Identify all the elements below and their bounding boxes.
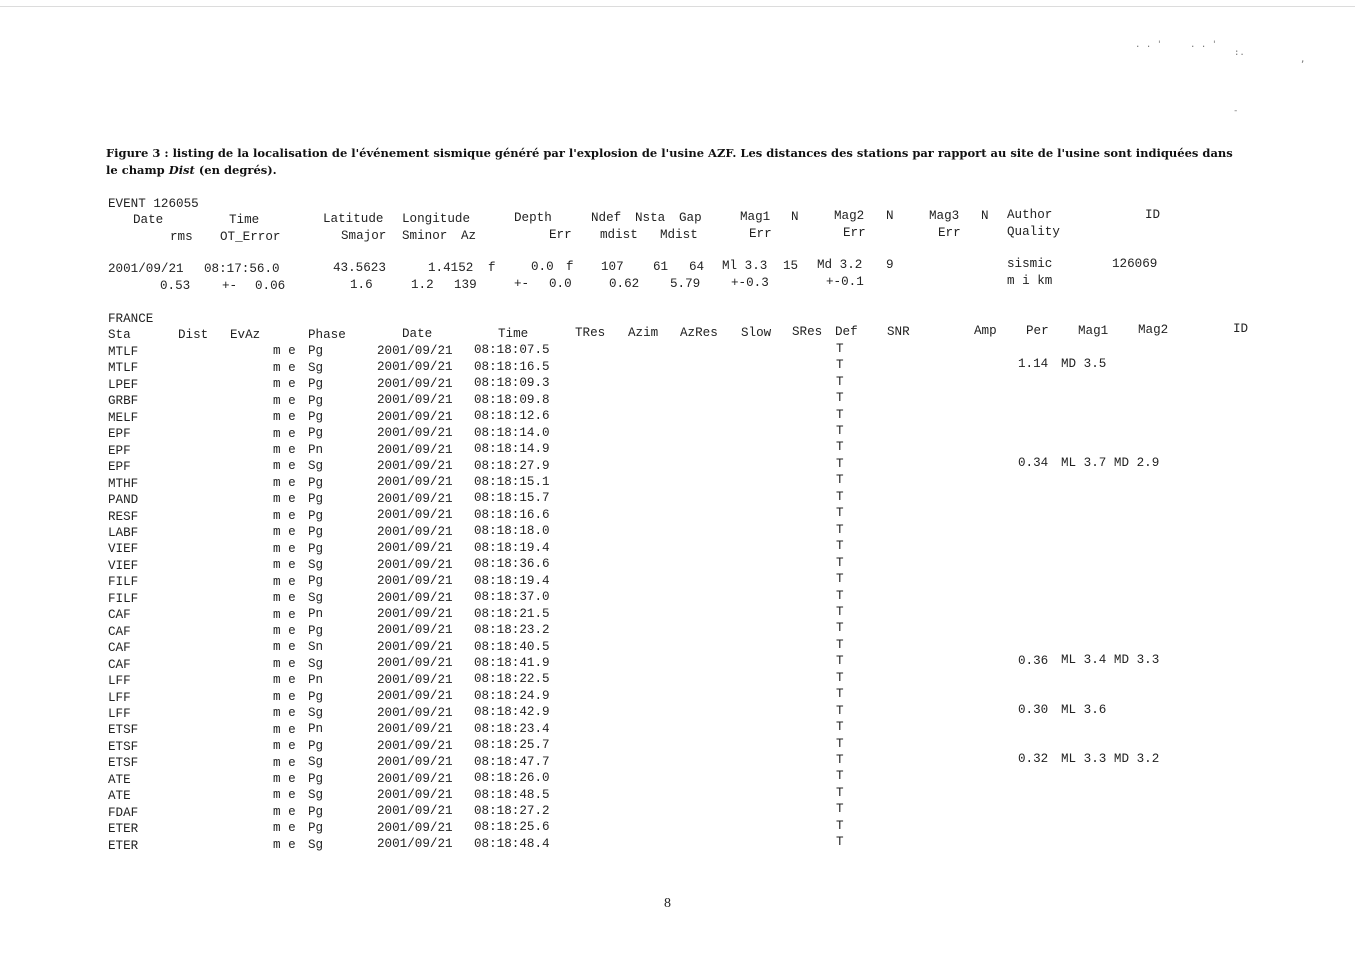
col-time: Time [498, 327, 529, 341]
col-sres: SRes [792, 325, 823, 339]
col-azres: AzRes [680, 326, 718, 340]
ev-ot-error: 0.06 [255, 279, 286, 293]
cell-flags: m e [273, 804, 296, 819]
cell-flags: m e [273, 607, 296, 622]
col-phase: Phase [308, 328, 346, 342]
cell-flags: m e [273, 492, 296, 507]
cell-mag: ML 3.7 MD 2.9 [1061, 455, 1160, 470]
cell-flags: m e [273, 623, 296, 638]
cell-phase: Sg [308, 788, 324, 803]
cell-phase: Pg [308, 771, 324, 786]
col-evaz: EvAz [230, 328, 261, 342]
cell-date: 2001/09/21 [377, 771, 453, 786]
hdr-n2: N [886, 209, 894, 223]
cell-date: 2001/09/21 [377, 343, 453, 358]
cell-time: 08:18:42.9 [474, 705, 550, 720]
ev-date: 2001/09/21 [108, 262, 184, 276]
cell-time: 08:18:14.9 [474, 442, 550, 457]
cell-time: 08:18:22.5 [474, 672, 550, 687]
cell-flags: m e [273, 443, 296, 457]
cell-sta: MELF [108, 410, 139, 425]
cell-sta: CAF [108, 657, 131, 672]
cell-def: T [836, 555, 844, 570]
cell-flags: m e [273, 574, 296, 589]
cell-date: 2001/09/21 [377, 804, 453, 819]
cell-flags: m e [273, 739, 296, 754]
hdr-n1: N [791, 210, 799, 224]
scan-artifact: - [1233, 106, 1239, 116]
ev-az: 139 [454, 278, 477, 292]
cell-phase: Sg [308, 459, 324, 474]
cell-time: 08:18:19.4 [474, 540, 550, 555]
cell-def: T [836, 769, 844, 784]
cell-flags: m e [273, 377, 296, 392]
cell-phase: Pg [308, 344, 324, 359]
cell-sta: FILF [108, 591, 139, 606]
cell-date: 2001/09/21 [377, 393, 453, 408]
cell-phase: Sg [308, 558, 324, 572]
cell-time: 08:18:47.7 [474, 754, 550, 769]
cell-phase: Sg [308, 656, 324, 671]
col-sta: Sta [108, 328, 131, 342]
ev-latitude: 43.5623 [333, 261, 386, 275]
cell-sta: EPF [108, 460, 131, 475]
cell-time: 08:18:48.5 [474, 787, 550, 802]
cell-phase: Pg [308, 377, 324, 391]
cell-time: 08:18:25.6 [474, 820, 550, 835]
hdr-sminor: Sminor [402, 229, 448, 243]
cell-date: 2001/09/21 [377, 837, 453, 852]
cell-phase: Sg [308, 837, 324, 852]
cell-time: 08:18:27.9 [474, 458, 550, 473]
cell-def: T [836, 835, 844, 850]
cell-time: 08:18:14.0 [474, 425, 550, 440]
cell-time: 08:18:26.0 [474, 771, 550, 786]
scan-artifact: :. [1234, 48, 1245, 58]
cell-phase: Pg [308, 492, 324, 507]
cell-def: T [836, 473, 844, 488]
cell-sta: PAND [108, 493, 139, 507]
cell-time: 08:18:24.9 [474, 688, 550, 703]
cell-phase: Pg [308, 738, 324, 753]
cell-def: T [836, 703, 844, 718]
cell-date: 2001/09/21 [377, 574, 453, 589]
cell-def: T [836, 720, 844, 735]
cell-def: T [836, 687, 844, 702]
hdr-mag3: Mag3 [929, 209, 960, 223]
hdr-mag2-err: Err [843, 226, 866, 240]
cell-flags: m e [273, 426, 296, 441]
cell-sta: EPF [108, 443, 131, 458]
col-date: Date [402, 327, 433, 341]
cell-sta: ETER [108, 822, 139, 836]
cell-phase: Pg [308, 393, 324, 408]
cell-def: T [836, 341, 844, 356]
cell-def: T [836, 621, 844, 636]
cell-time: 08:18:15.7 [474, 491, 550, 506]
cell-date: 2001/09/21 [377, 705, 453, 720]
ev-sminor: 1.2 [411, 278, 434, 292]
cell-time: 08:18:37.0 [474, 590, 550, 605]
ev-smajor: 1.6 [350, 278, 373, 292]
cell-date: 2001/09/21 [377, 475, 453, 490]
cell-def: T [836, 654, 844, 669]
cell-sta: CAF [108, 641, 131, 656]
cell-flags: m e [273, 837, 296, 852]
cell-phase: Pn [308, 442, 324, 457]
cell-def: T [836, 440, 844, 455]
cell-sta: FDAF [108, 805, 139, 820]
cell-phase: Pg [308, 804, 324, 819]
cell-sta: ETSF [108, 756, 139, 771]
cell-sta: MTLF [108, 361, 139, 376]
cell-flags: m e [273, 475, 296, 490]
hdr-depth-err: Err [549, 228, 572, 242]
hdr-mdist: mdist [600, 228, 638, 242]
hdr-latitude: Latitude [323, 212, 384, 226]
cell-phase: Pg [308, 821, 324, 836]
hdr-longitude: Longitude [402, 212, 471, 226]
ev-author: sismic [1007, 257, 1053, 271]
cell-phase: Pg [308, 623, 324, 638]
cell-def: T [836, 489, 844, 504]
cell-per: 0.32 [1018, 752, 1049, 767]
cell-time: 08:18:40.5 [474, 639, 550, 654]
cell-time: 08:18:36.6 [474, 557, 550, 572]
cell-sta: LFF [108, 690, 131, 705]
cell-sta: ATE [108, 772, 131, 787]
cell-date: 2001/09/21 [377, 557, 453, 572]
cell-phase: Pn [308, 607, 324, 622]
hdr-gap: Gap [679, 211, 702, 225]
ev-ot-pm: +- [222, 279, 238, 293]
caption-suffix: (en degrés). [194, 163, 277, 177]
cell-def: T [836, 785, 844, 800]
cell-per: 1.14 [1018, 357, 1049, 372]
hdr-author: Author [1007, 208, 1053, 222]
cell-time: 08:18:16.6 [474, 507, 550, 522]
cell-flags: m e [273, 558, 296, 573]
cell-phase: Pg [308, 508, 324, 523]
cell-date: 2001/09/21 [377, 623, 453, 638]
cell-flags: m e [273, 755, 296, 770]
ev-ndef: 107 [601, 260, 624, 274]
cell-sta: LFF [108, 706, 131, 721]
ev-depth-flag: f [566, 260, 574, 274]
cell-flags: m e [273, 541, 296, 556]
cell-sta: ETSF [108, 723, 139, 738]
cell-flags: m e [273, 640, 296, 655]
cell-date: 2001/09/21 [377, 755, 453, 769]
ev-longitude: 1.4152 [428, 261, 474, 275]
hdr-ndef: Ndef [591, 211, 622, 225]
ev-mag1-err: +-0.3 [731, 276, 769, 290]
cell-def: T [836, 637, 844, 652]
cell-flags: m e [273, 788, 296, 803]
cell-sta: FILF [108, 575, 139, 590]
cell-mag: ML 3.4 MD 3.3 [1061, 653, 1160, 668]
cell-time: 08:18:09.8 [474, 392, 550, 407]
cell-time: 08:18:19.4 [474, 573, 550, 588]
cell-sta: MTLF [108, 345, 139, 359]
cell-def: T [836, 391, 844, 406]
cell-sta: ATE [108, 789, 131, 804]
cell-def: T [836, 522, 844, 537]
cell-date: 2001/09/21 [377, 360, 453, 375]
cell-def: T [836, 374, 844, 389]
ev-depth: 0.0 [531, 260, 554, 274]
col-mag2: Mag2 [1138, 323, 1169, 337]
cell-sta: EPF [108, 427, 131, 442]
col-azim: Azim [628, 326, 659, 340]
cell-date: 2001/09/21 [377, 639, 453, 654]
cell-def: T [836, 572, 844, 586]
ev-nsta: 61 [653, 260, 669, 274]
cell-phase: Sg [308, 755, 324, 770]
cell-date: 2001/09/21 [377, 458, 453, 473]
cell-per: 0.36 [1018, 653, 1049, 668]
cell-flags: m e [273, 706, 296, 721]
scan-top-edge [0, 6, 1355, 7]
cell-def: T [836, 670, 844, 685]
hdr-mag1-err: Err [749, 227, 772, 241]
cell-sta: CAF [108, 624, 131, 639]
hdr-mag1: Mag1 [740, 210, 771, 224]
cell-flags: m e [273, 360, 296, 375]
ev-quality: m i km [1007, 274, 1053, 288]
cell-sta: CAF [108, 608, 131, 623]
cell-time: 08:18:15.1 [474, 475, 550, 489]
cell-phase: Pg [308, 426, 324, 441]
cell-sta: ETER [108, 838, 139, 853]
cell-time: 08:18:25.7 [474, 738, 550, 753]
col-amp: Amp [974, 324, 997, 338]
hdr-nsta: Nsta [635, 211, 666, 225]
cell-phase: Pg [308, 525, 324, 540]
ev-mdist: 0.62 [609, 277, 640, 291]
cell-date: 2001/09/21 [377, 376, 453, 391]
col-slow: Slow [741, 326, 772, 340]
cell-phase: Pg [308, 689, 324, 704]
hdr-n3: N [981, 209, 989, 223]
cell-phase: Sg [308, 360, 324, 375]
hdr-Mdist: Mdist [660, 228, 698, 242]
cell-def: T [836, 407, 844, 422]
cell-sta: GRBF [108, 394, 139, 409]
cell-time: 08:18:07.5 [474, 343, 550, 358]
cell-date: 2001/09/21 [377, 541, 453, 556]
scan-artifact: , [1300, 55, 1306, 65]
cell-flags: m e [273, 459, 296, 474]
ev-mag2-err: +-0.1 [826, 275, 864, 289]
cell-phase: Pg [308, 541, 324, 556]
cell-mag: MD 3.5 [1061, 357, 1107, 372]
hdr-time: Time [229, 213, 260, 227]
cell-phase: Sn [308, 640, 324, 655]
cell-sta: MTHF [108, 476, 139, 491]
cell-def: T [836, 506, 844, 521]
cell-flags: m e [273, 508, 296, 523]
cell-flags: m e [273, 344, 296, 359]
col-per: Per [1026, 324, 1049, 338]
hdr-mag2: Mag2 [834, 209, 865, 223]
ev-depth-pm: +- [514, 277, 530, 291]
cell-phase: Pn [308, 673, 324, 688]
cell-time: 08:18:27.2 [474, 804, 550, 818]
col-tres: TRes [575, 326, 606, 340]
cell-time: 08:18:16.5 [474, 359, 550, 374]
cell-date: 2001/09/21 [377, 722, 453, 737]
cell-flags: m e [273, 722, 296, 737]
cell-mag: ML 3.6 [1061, 702, 1107, 717]
cell-date: 2001/09/21 [377, 689, 453, 704]
cell-time: 08:18:48.4 [474, 836, 550, 851]
ev-Mdist: 5.79 [670, 277, 701, 291]
cell-phase: Sg [308, 590, 324, 605]
page-number: 8 [664, 896, 671, 911]
event-title: EVENT 126055 [108, 197, 199, 211]
cell-time: 08:18:12.6 [474, 409, 550, 424]
cell-flags: m e [273, 410, 296, 425]
hdr-az: Az [461, 229, 477, 243]
cell-flags: m e [273, 821, 296, 836]
cell-date: 2001/09/21 [377, 524, 453, 539]
cell-def: T [836, 604, 844, 619]
scan-artifact: . . ' [1135, 40, 1163, 50]
ev-mag2: Md 3.2 [817, 258, 863, 272]
cell-time: 08:18:21.5 [474, 606, 550, 621]
ev-time: 08:17:56.0 [204, 262, 280, 276]
cell-phase: Pn [308, 722, 324, 737]
cell-date: 2001/09/21 [377, 590, 453, 605]
cell-date: 2001/09/21 [377, 491, 453, 506]
cell-sta: LPEF [108, 377, 139, 392]
cell-flags: m e [273, 689, 296, 704]
cell-date: 2001/09/21 [377, 508, 453, 523]
cell-date: 2001/09/21 [377, 820, 453, 835]
cell-sta: RESF [108, 509, 139, 524]
hdr-rms: rms [170, 230, 193, 244]
cell-def: T [836, 456, 844, 471]
cell-time: 08:18:41.9 [474, 655, 550, 670]
hdr-date: Date [133, 213, 164, 227]
hdr-id: ID [1145, 208, 1161, 222]
scan-artifact: . . ' [1190, 40, 1218, 50]
cell-flags: m e [273, 656, 296, 671]
cell-def: T [836, 424, 844, 438]
ev-mag1: Ml 3.3 [722, 259, 768, 273]
ev-rms: 0.53 [160, 279, 191, 293]
col-id: ID [1233, 322, 1249, 336]
ev-mag1-n: 15 [783, 259, 799, 273]
cell-per: 0.34 [1018, 456, 1049, 471]
ev-lon-flag: f [488, 261, 496, 275]
cell-phase: Sg [308, 706, 324, 720]
col-dist: Dist [178, 328, 209, 342]
cell-date: 2001/09/21 [377, 672, 453, 687]
hdr-ot-error: OT_Error [220, 230, 281, 244]
cell-sta: VIEF [108, 542, 139, 557]
cell-time: 08:18:18.0 [474, 524, 550, 539]
hdr-smajor: Smajor [341, 229, 387, 243]
cell-def: T [836, 588, 844, 603]
cell-date: 2001/09/21 [377, 787, 453, 802]
cell-date: 2001/09/21 [377, 607, 453, 621]
cell-time: 08:18:23.4 [474, 721, 550, 736]
col-mag1: Mag1 [1078, 324, 1109, 338]
cell-phase: Pg [308, 574, 324, 589]
caption-text: Figure 3 : listing de la localisation de l'événement sismique généré par l'explosion de l'usine AZF. Les distances des stations par rapport au site de l'usine sont indiquées dans le champ [106, 146, 1233, 177]
cell-flags: m e [273, 591, 296, 605]
cell-def: T [836, 736, 844, 751]
cell-date: 2001/09/21 [377, 426, 453, 440]
col-def: Def [835, 325, 858, 339]
hdr-mag3-err: Err [938, 226, 961, 240]
cell-per: 0.30 [1018, 702, 1049, 717]
cell-phase: Pg [308, 475, 324, 490]
cell-date: 2001/09/21 [377, 409, 453, 424]
cell-sta: LABF [108, 526, 139, 540]
ev-depth-err: 0.0 [549, 277, 572, 291]
cell-time: 08:18:09.3 [474, 376, 550, 391]
ev-mag2-n: 9 [886, 258, 894, 272]
figure-caption [106, 145, 1236, 179]
cell-def: T [836, 358, 844, 373]
cell-sta: LFF [108, 674, 131, 688]
ev-id: 126069 [1112, 257, 1158, 271]
cell-date: 2001/09/21 [377, 442, 453, 457]
cell-sta: ETSF [108, 739, 139, 754]
cell-def: T [836, 802, 844, 817]
cell-date: 2001/09/21 [377, 738, 453, 753]
region-label: FRANCE [108, 312, 154, 326]
cell-def: T [836, 818, 844, 833]
cell-flags: m e [273, 393, 296, 408]
caption-emphasis: Dist [168, 163, 195, 177]
cell-def: T [836, 539, 844, 554]
col-snr: SNR [887, 325, 910, 339]
cell-flags: m e [273, 772, 296, 786]
hdr-depth: Depth [514, 211, 552, 225]
cell-phase: Pg [308, 409, 324, 424]
ev-gap: 64 [689, 260, 705, 274]
cell-flags: m e [273, 525, 296, 540]
cell-date: 2001/09/21 [377, 656, 453, 671]
cell-def: T [836, 753, 844, 767]
cell-mag: ML 3.3 MD 3.2 [1061, 752, 1160, 766]
cell-flags: m e [273, 673, 296, 688]
hdr-quality: Quality [1007, 225, 1060, 239]
cell-sta: VIEF [108, 558, 139, 573]
cell-time: 08:18:23.2 [474, 623, 550, 637]
